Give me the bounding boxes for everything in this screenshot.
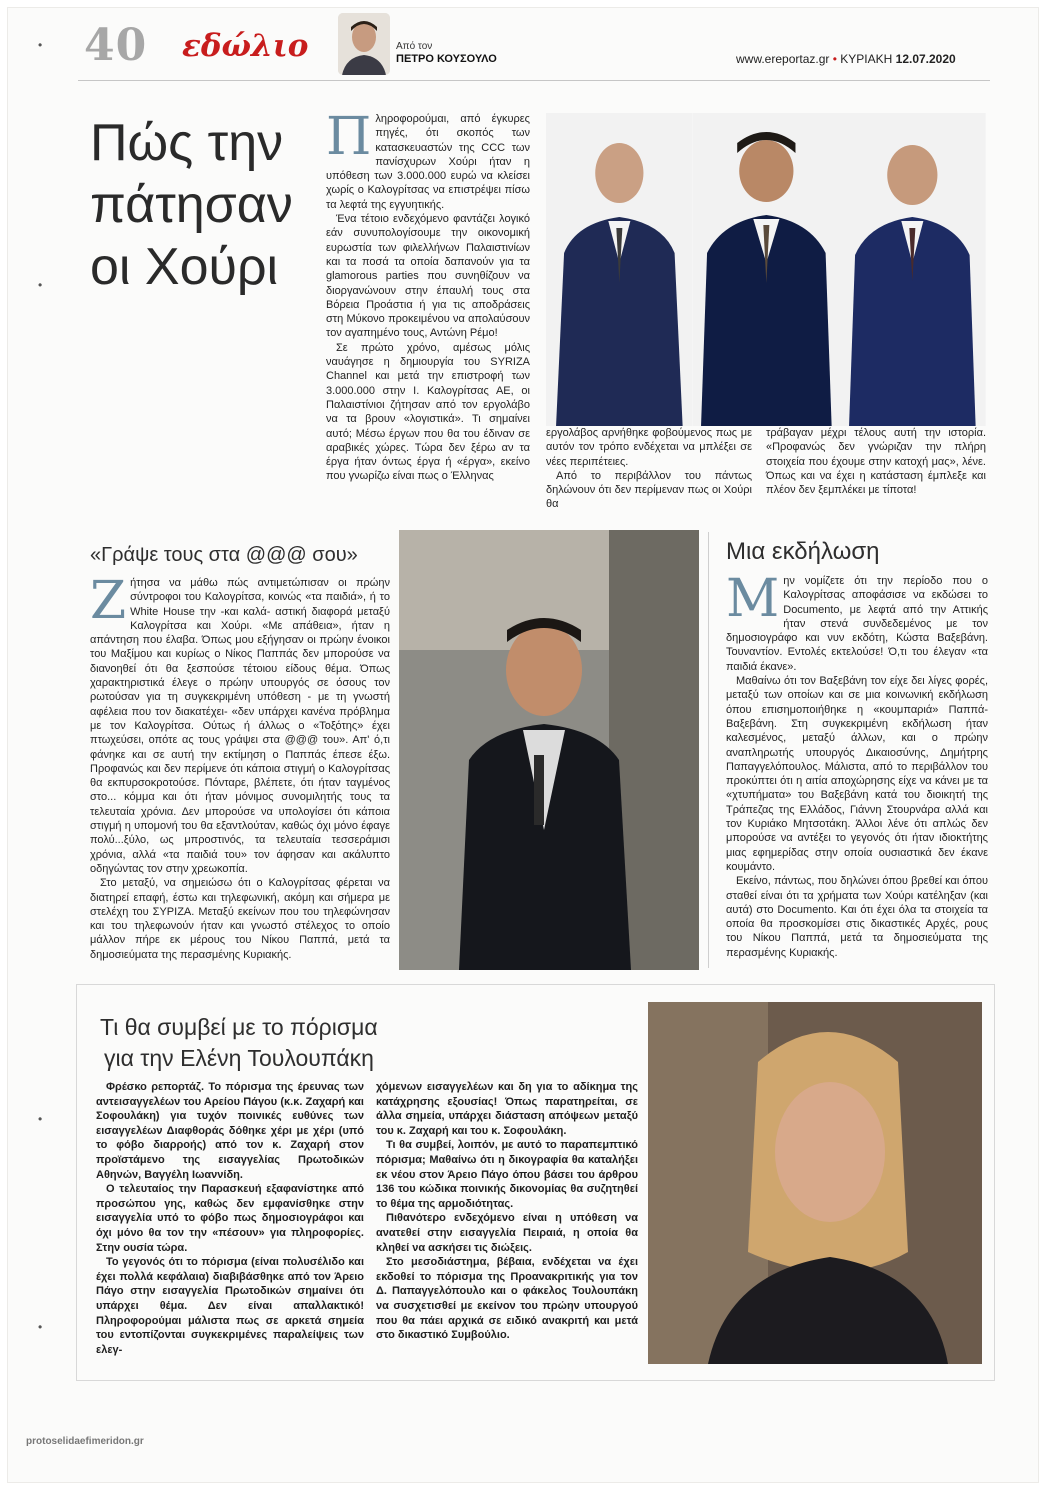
newspaper-page — [8, 8, 1038, 1482]
issue-date: 12.07.2020 — [895, 52, 956, 66]
margin-mark: • — [38, 1112, 43, 1126]
article-four-headline: Τι θα συμβεί με το πόρισμα για την Ελένη Τουλουπάκη — [100, 1014, 378, 1071]
byline-prefix: Από τον — [396, 41, 433, 52]
three-portraits-photo — [546, 113, 986, 426]
main-article-column-1: Π ληροφορούμαι, από έγκυρες πηγές, ότι σκοπός των κατασκευαστών της CCC των πανίσχυρων Χούρι ήταν η υπόθεση των 3.000.000 ευρώ να κλείσει χωρίς ο Καλογρίτσας να επιστρέψει πίσω τα λεφτά της εγγυητικής. Ένα τέτοιο ενδεχόμενο φαντάζει λογικό εάν συνυπολογίσουμε την οικονομική ευρωστία των φιλελλήνων Παλαιστινίων και τα ποσά τα οποία δαπανούν για τα glamorous parties που συνηθίζουν να διοργανώνουν στην έπαυλή τους στα Βόρεια Προάστια ή για τις αποδράσεις στη Μύκονο προκειμένου να απολαύσουν τον αγαπημένο τους, Αντώνη Ρέμο! Σε πρώτο χρόνο, αμέσως μόλις ναυάγησε η δημιουργία του SYRIZA Channel και μετά την επιστροφή των 3.000.000 στην Ι. Καλογρίτσας ΑΕ, οι Παλαιστίνιοι ζήτησαν από τον εργολάβο να τα βρουν «λογιστικά». Τι σημαίνει αυτό; Μέσω έργων που θα του έδιναν σε αραβικές χώρες. Τώρα δεν ξέρω αν τα έργα ήταν όντως έργα ή «έργα», εκείνο που γνωρίζω είναι πως ο Έλληνας — [326, 107, 530, 483]
portrait-photo — [546, 113, 693, 426]
main-article-column-2: εργολάβος αρνήθηκε φοβούμενος πως με αυτόν τον τρόπο ενδέχεται να μπλέξει σε νέες περιπέτειες. Από το περιβάλλον του πάντως δηλώνουν ότι δεν περίμεναν πως οι Χούρι θα — [546, 427, 752, 511]
article-four-column-1: Φρέσκο ρεπορτάζ. Το πόρισμα της έρευνας των αντεισαγγελέων του Αρείου Πάγου (κ.κ. Ζαχαρή και Σοφουλάκη) για τυχόν ποινικές ευθύνες των εισαγγελέων Διαφθοράς δόθηκε χέρι με χέρι (υπό το φόβο διαρροής) από τον κ. Ζαχαρή στον προϊστάμενο της εισαγγελίας Πρωτοδικών Αθηνών, Βαγγέλη Ιωαννίδη. Ο τελευταίος την Παρασκευή εξαφανίστηκε από προσώπου γης, καθώς δεν εμφανίσθηκε στην εισαγγελία υπό το φόβο πως δημοσιογράφοι και όχι μόνο θα τον την «πέσουν» για πληροφορίες. Στην ουσία τώρα. Το γεγονός ότι το πόρισμα (είναι πολυσέλιδο και έχει πολλά κεφάλαια) διαβιβάσθηκε από τον Άρειο Πάγο στην εισαγγελία Πρωτοδικών σημαίνει ότι υπάρχει θέμα. Δεν είναι απαλλακτικό! Πληροφορούμαι μάλιστα πως σε αρκετά σημεία του εντοπίζονται συγκεκριμένες παραλείψεις των ελεγ- — [96, 1081, 364, 1356]
article-two-body: Ζ ήτησα να μάθω πώς αντιμετώπισαν οι πρώην σύντροφοι του Καλογρίτσα, κοινώς «τα παιδιά», ή το White House την -και καλά- αστική διαφορά μεταξύ Καλογρίτσα και Χούρι. «Με απάθεια», ήταν η απάντηση που έλαβα. Όπως μου εξήγησαν οι πρώην ένοικοι του Μαξίμου και κυρίως ο Νίκος Παππάς δεν μπορούσε να διανοηθεί ότι θα ξεσπούσε τέτοιου είδους θέμα. Όπως χαρακτηριστικά έλεγε ο πρώην υπουργός σε όσους τον ρωτούσαν για τη συγκεκριμένη υπόθεση - με τη γνωστή αφέλεια που τον διακατέχει- «δεν υπάρχει κανένα πρόβλημα με τον Καλογρίτσα. Ούτως ή άλλως ο «Τοξότης» έχει πτωχεύσει, οπότε ας τους γράψει στα @@@ του». Απ' ό,τι φάνηκε και σε αυτή την εκτίμηση ο Παππάς έπεσε έξω. Προφανώς και δεν περίμενε ότι κάποια στιγμή ο Καλογρίτσας θα εκπυρσοκροτούσε. Πόνταρε, βλέπετε, ότι ήταν ταγμένος στο... κόμμα και ότι ήταν μόνιμος συνομιλητής τους τα τελευταία χρόνια. Δεν μπορούσε να υπολογίσει ότι κάποια στιγμή η υπομονή του θα εξαντλούταν, καθώς όχι μόνο έφαγε πολύ...ξύλο, ως μπροστινός, τα τελευταία τεσσεράμισι χρόνια, αλλά «τα παιδιά του» τον άφησαν και ακάλυπτο οδηγώντας τον στην χρεωκοπία. Στο μεταξύ, να σημειώσω ότι ο Καλογρίτσας φέρεται να διατηρεί επαφή, έστω και τηλεφωνική, ακόμη και σήμερα με στελέχη του ΣΥΡΙΖΑ. Μεταξύ εκείνων που του τηλεφώνησαν και του τηλεφωνούν ήταν και γνωστό στέλεχος το οποίο μάλλον πήρε εκ μέρους του Νίκου Παππά, μετά τα δημοσιεύματα της περασμένης Κυριακής. — [90, 571, 390, 961]
portrait-photo — [693, 113, 840, 426]
masthead-info: www.ereportaz.gr • ΚΥΡΙΑΚΗ 12.07.2020 — [736, 52, 956, 66]
main-article-column-3: τράβαγαν μέχρι τέλους αυτή την ιστορία. «Προφανώς δεν γνώριζαν την πλήρη στοιχεία που έχουμε στην κατοχή μας», λένε. Όπως και να έχει η κατάσταση έμπλεξε και πλέον δεν ξεμπλέκει με τίποτα! — [766, 427, 986, 497]
page-number: 40 — [84, 20, 148, 71]
margin-mark: • — [38, 38, 43, 52]
politician-photo — [399, 530, 699, 970]
dropcap: Π — [326, 107, 372, 167]
source-watermark: protoselidaefimeridon.gr — [26, 1436, 144, 1447]
prosecutor-photo — [648, 1002, 982, 1364]
column-divider — [708, 532, 709, 968]
article-three-headline: Μια εκδήλωση — [726, 538, 880, 565]
date-prefix: ΚΥΡΙΑΚΗ — [840, 52, 893, 66]
author-avatar — [338, 13, 390, 75]
article-three-body: Μ ην νομίζετε ότι την περίοδο που ο Καλογρίτσας αποφάσισε να εκδώσει το Documento, με λεφτά από την Αττικής ήταν στενά συνδεδεμένος με τον δημοσιογράφο και νυν εκδότη, Κώστα Βαξεβάνη. Τουναντίον. Εντολές εκτελούσε! Ό,τι του έλεγαν «τα παιδιά έκανε». Μαθαίνω ότι τον Βαξεβάνη τον είχε δει λίγες φορές, μεταξύ των οποίων και σε μια κοινωνική εκδήλωση όπου επισημοποιήθηκε η «κουμπαριά» Παππά-Βαξεβάνη. Στη συγκεκριμένη εκδήλωση ήταν καλεσμένος, μεταξύ άλλων, και ο πρώην αναπληρωτής υπουργός Δικαιοσύνης, Δημήτρης Παπαγγελόπουλος. Μάλιστα, από το περιβάλλον του προκύπτει ότι η αιτία αποχώρησης είχε να κάνει με τα «χτυπήματα» του Βαξεβάνη κατά του διοικητή της Τράπεζας της Ελλάδος, Γιάννη Στουρνάρα αλλά και τον Κυριάκο Μητσοτάκη. Άλλοι λένε ότι απλώς δεν μπορούσε να αντέξει το γεγονός ότι ήταν ιδιοκτήτης μιας εφημερίδας στην οποία ουσιαστικά δεν έκανε κουμάντο. Εκείνο, πάντως, που δηλώνει όπου βρεθεί και όπου σταθεί είναι ότι τα χρήματα των Χούρι κατέληξαν (και αυτά) στο Documento. Και ότι έχει όλα τα στοιχεία τα οποία θα προσκομίσει στις δικαστικές Αρχές, ρους του Νίκου Παππά, μετά τα δημοσιεύματα της περασμένης Κυριακής. — [726, 569, 988, 959]
dropcap: Μ — [726, 569, 780, 629]
site-url[interactable]: www.ereportaz.gr — [736, 52, 830, 66]
dropcap: Ζ — [90, 571, 127, 631]
margin-mark: • — [38, 1320, 43, 1334]
section-title: εδώλιο — [182, 28, 309, 64]
header-rule — [78, 80, 990, 81]
portrait-photo — [839, 113, 986, 426]
main-headline: Πώς την πάτησαν οι Χούρι — [90, 114, 293, 296]
margin-mark: • — [38, 278, 43, 292]
author-name: ΠΕΤΡΟ ΚΟΥΣΟΥΛΟ — [396, 53, 497, 65]
article-two-headline: «Γράψε τους στα @@@ σου» — [90, 544, 358, 566]
article-four-column-2: χόμενων εισαγγελέων και δη για το αδίκημα της κατάχρησης εξουσίας! Όπως παρατηρείται, σε άλλα σημεία, υπάρχει διάσταση απόψεων μεταξύ του κ. Ζαχαρή και του κ. Σοφουλάκη. Τι θα συμβεί, λοιπόν, με αυτό το παραπεμπτικό πόρισμα; Μαθαίνω ότι η δικογραφία θα καταλήξει εκ νέου στον Άρειο Πάγο όπου βάσει του άρθρου 136 του κώδικα ποινικής δικονομίας θα συζητηθεί το θέμα της αρμοδιότητας. Πιθανότερο ενδεχόμενο είναι η υπόθεση να ανατεθεί στην εισαγγελία Πειραιά, η οποία θα κληθεί να ασκήσει τις διώξεις. Στο μεσοδιάστημα, βέβαια, ενδέχεται να έχει εκδοθεί το πόρισμα της Προανακριτικής για τον Δ. Παπαγγελόπουλο και ο φάκελος Τουλουπάκη να συσχετισθεί με εκείνον του πρώην υπουργού που θα πάει αρχικά σε ειδικό ανακριτή και μετά στο δικαστικό Συμβούλιο. — [376, 1081, 638, 1342]
